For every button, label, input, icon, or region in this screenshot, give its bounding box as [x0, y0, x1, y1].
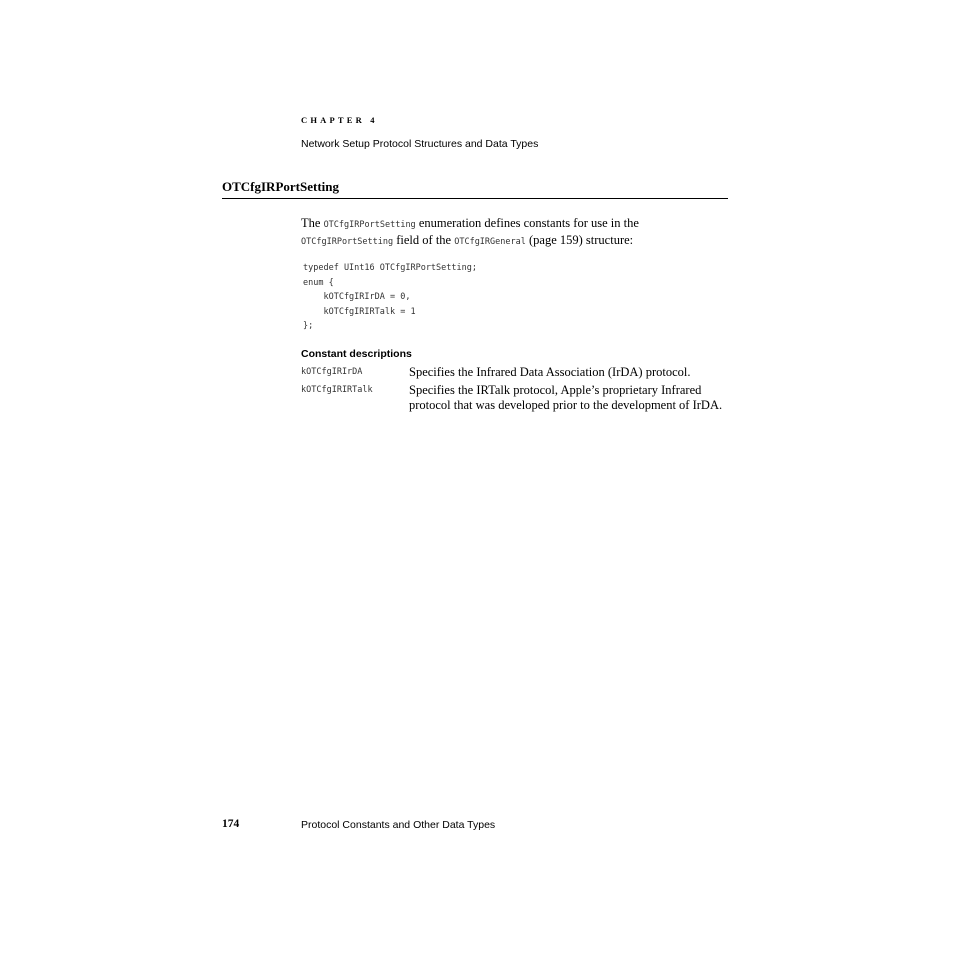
footer-title: Protocol Constants and Other Data Types: [301, 819, 496, 831]
section-title: OTCfgIRPortSetting: [222, 179, 339, 194]
chapter-title: Network Setup Protocol Structures and Data Types: [301, 138, 539, 150]
code-term: OTCfgIRPortSetting: [301, 237, 394, 247]
constant-name: kOTCfgIRIRTalk: [301, 385, 373, 395]
code-term-link[interactable]: OTCfgIRGeneral: [454, 237, 526, 247]
constant-description: Specifies the IRTalk protocol, Apple’s proprietary Infrared protocol that was developed prior to the development of IrDA.: [409, 383, 723, 412]
code-term: OTCfgIRPortSetting: [323, 220, 416, 230]
section-rule: [222, 198, 728, 199]
intro-text: The: [301, 216, 324, 230]
intro-text: (page 159) structure:: [525, 233, 634, 247]
code-line: kOTCfgIRIrDA = 0,: [303, 292, 411, 303]
constant-description: Specifies the Infrared Data Association (IrDA) protocol.: [409, 365, 691, 379]
code-block: [303, 261, 477, 334]
code-line: typedef UInt16 OTCfgIRPortSetting;: [303, 263, 477, 273]
chapter-label: CHAPTER 4: [301, 115, 378, 125]
code-line: kOTCfgIRIRTalk = 1: [303, 306, 416, 317]
code-line: };: [303, 321, 314, 332]
intro-text: field of the: [393, 233, 455, 247]
intro-paragraph: [301, 216, 728, 250]
constants-heading: Constant descriptions: [301, 348, 412, 360]
constant-name: kOTCfgIRIrDA: [301, 367, 363, 377]
code-line: enum {: [303, 277, 334, 288]
intro-text: enumeration defines constants for use in the: [415, 216, 639, 230]
page-number: 174: [222, 818, 240, 830]
